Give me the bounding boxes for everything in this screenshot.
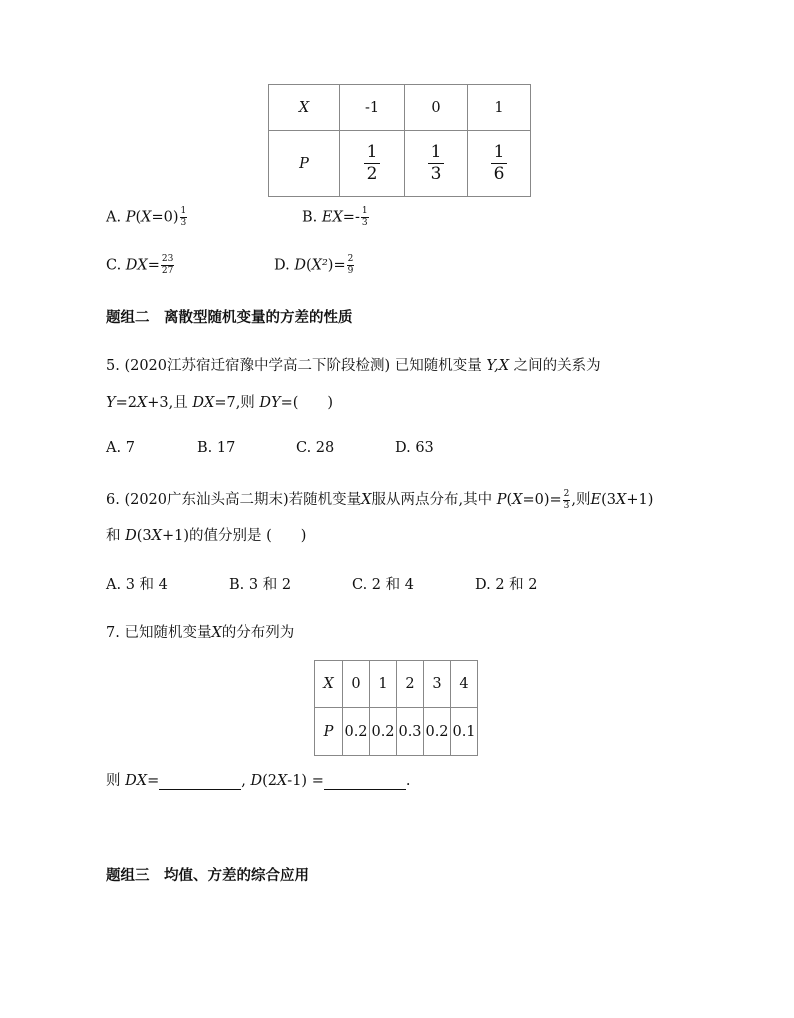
group2-heading: 题组二 离散型随机变量的方差的性质 bbox=[106, 310, 353, 326]
q5-option: C. 28 bbox=[296, 440, 335, 456]
q6-option: A. 3 和 4 bbox=[106, 577, 168, 593]
q6-option: C. 2 和 4 bbox=[352, 577, 414, 593]
table2-p-value: 0.2 bbox=[370, 708, 397, 756]
option-c: C. DX= $\frac{23}{27}$ bbox=[106, 254, 174, 276]
q5-line2: Y=2X+3,且 DX=7,则 DY=( ) bbox=[106, 395, 334, 411]
table2-p-value: 0.2 bbox=[343, 708, 370, 756]
q6-line2: 和 D(3X+1)的值分别是 ( ) bbox=[106, 528, 307, 544]
answer-blank-dx[interactable] bbox=[159, 775, 241, 790]
q7-answer-line: 则 DX= , D(2X-1) = . bbox=[106, 773, 411, 789]
table2-x-value: 3 bbox=[424, 661, 451, 708]
distribution-table-2 bbox=[314, 660, 478, 756]
table2-x-value: 4 bbox=[451, 661, 478, 708]
table1-p-value: $\frac{1}{3}$ bbox=[405, 131, 468, 197]
table2-x-value: 2 bbox=[397, 661, 424, 708]
table2-x-value: 1 bbox=[370, 661, 397, 708]
table1-p-value: $\frac{1}{6}$ bbox=[468, 131, 531, 197]
table2-x-value: 0 bbox=[343, 661, 370, 708]
table-row bbox=[269, 85, 531, 131]
q5-line1: 5. (2020江苏宿迁宿豫中学高二下阶段检测) 已知随机变量 Y,X 之间的关系为 bbox=[106, 358, 601, 374]
q6-option: D. 2 和 2 bbox=[475, 577, 538, 593]
q5-option: A. 7 bbox=[106, 440, 135, 456]
option-d: D. D(X²)= $\frac{2}{9}$ bbox=[274, 254, 354, 276]
option-a: A. P(X=0) $\frac{1}{3}$ bbox=[106, 206, 187, 228]
q5-option: B. 17 bbox=[197, 440, 236, 456]
table1-x-value: 0 bbox=[405, 85, 468, 131]
table2-p-value: 0.3 bbox=[397, 708, 424, 756]
table1-x-label: X bbox=[269, 85, 340, 131]
table-row bbox=[315, 661, 478, 708]
table2-p-value: 0.1 bbox=[451, 708, 478, 756]
answer-blank-d2x[interactable] bbox=[324, 775, 406, 790]
q6-line1: 6. (2020广东汕头高二期末)若随机变量X服从两点分布,其中 P(X=0)= $\frac{2}{3}$ ,则E(3X+1) bbox=[106, 488, 654, 511]
distribution-table-1 bbox=[268, 84, 531, 197]
table2-p-value: 0.2 bbox=[424, 708, 451, 756]
table1-x-value: -1 bbox=[340, 85, 405, 131]
q5-option: D. 63 bbox=[395, 440, 434, 456]
q7-line: 7. 已知随机变量X的分布列为 bbox=[106, 625, 295, 641]
table1-p-value: $\frac{1}{2}$ bbox=[340, 131, 405, 197]
option-b: B. EX=- $\frac{1}{3}$ bbox=[302, 206, 368, 228]
table2-p-label: P bbox=[315, 708, 343, 756]
q6-option: B. 3 和 2 bbox=[229, 577, 292, 593]
table-row bbox=[315, 708, 478, 756]
group3-heading: 题组三 均值、方差的综合应用 bbox=[106, 868, 309, 884]
table1-p-label: P bbox=[269, 131, 340, 197]
table2-x-label: X bbox=[315, 661, 343, 708]
table-row bbox=[269, 131, 531, 197]
table1-x-value: 1 bbox=[468, 85, 531, 131]
